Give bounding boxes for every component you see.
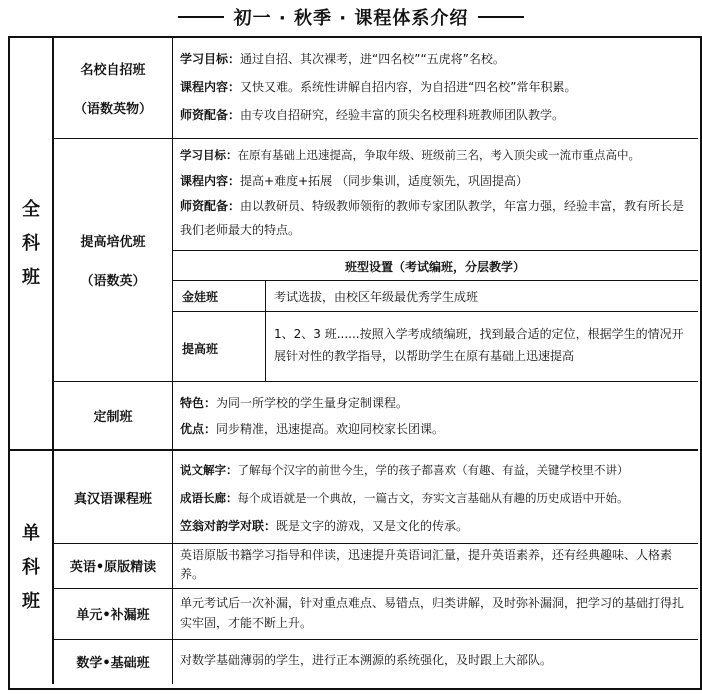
course-description bbox=[180, 456, 694, 540]
desc-text: 同步精准，迅速提高。欢迎同校家长团课。 bbox=[216, 422, 445, 436]
desc-text: 了解每个汉字的前世今生，学的孩子都喜欢（有趣、有益，关键学校里不讲） bbox=[237, 463, 629, 477]
desc-label: 说文解字： bbox=[180, 463, 238, 477]
subtable-divider bbox=[172, 280, 698, 281]
desc-label: 成语长廊： bbox=[180, 491, 238, 505]
desc-label: 特色： bbox=[180, 396, 217, 410]
desc-text: 既是文字的游戏，又是文化的传承。 bbox=[276, 519, 469, 533]
course-description bbox=[180, 45, 694, 129]
page-title bbox=[0, 2, 702, 32]
category-full-char: 全 bbox=[22, 198, 40, 220]
course-name: 英语•原版精读 bbox=[69, 560, 157, 575]
desc-text: 由专攻自招研究，经验丰富的顶尖名校理科班教师团队教学。 bbox=[240, 108, 565, 122]
course-name: 提高培优班 bbox=[80, 234, 146, 250]
title-dash-right bbox=[478, 16, 524, 18]
desc-line bbox=[180, 194, 694, 242]
desc-text: 由以教研员、特级教师领衔的教师专家团队教学，年富力强，经验丰富，教有所长是我们老师最大的特点。 bbox=[180, 199, 685, 237]
desc-label: 学习目标： bbox=[180, 52, 241, 66]
desc-line bbox=[180, 512, 694, 540]
desc-text: 每个成语就是一个典故，一篇古文，夯实文言基础从有趣的历史成语中开始。 bbox=[237, 491, 629, 505]
setup-title: 班型设置（考试编班，分层教学） bbox=[344, 260, 525, 274]
course-description: 对数学基础薄弱的学生，进行正本溯源的系统强化，及时跟上大部队。 bbox=[180, 653, 553, 667]
desc-label: 学习目标： bbox=[180, 148, 238, 162]
category-full-char: 科 bbox=[22, 232, 40, 254]
course-subjects: （语数英） bbox=[80, 273, 146, 289]
category-single-char: 单 bbox=[22, 522, 40, 544]
course-name: 数学•基础班 bbox=[76, 656, 150, 671]
subtable-vdivider bbox=[265, 280, 266, 381]
desc-label: 课程内容： bbox=[180, 80, 241, 94]
subtable-divider bbox=[172, 250, 698, 251]
desc-line bbox=[180, 101, 694, 129]
tier-description: 1、2、3 班......按照入学考成绩编班，找到最合适的定位，根据学生的情况开展针对性的教学指导，以帮助学生在原有基础上迅速提高 bbox=[274, 327, 684, 363]
subtable-divider bbox=[172, 311, 698, 312]
desc-label: 优点： bbox=[180, 422, 217, 436]
desc-label: 课程内容： bbox=[180, 174, 241, 188]
course-name-cell bbox=[54, 138, 172, 381]
course-name: 单元•补漏班 bbox=[76, 608, 150, 623]
tier-name: 金娃班 bbox=[182, 290, 219, 304]
desc-text: 在原有基础上迅速提高，争取年级、班级前三名，考入顶尖或一流市重点高中。 bbox=[237, 148, 640, 162]
course-name-cell bbox=[54, 588, 172, 639]
desc-text: 提高+难度+拓展 （同步集训，适度领先，巩固提高） bbox=[240, 174, 528, 188]
desc-label: 师资配备： bbox=[180, 108, 241, 122]
desc-label: 笠翁对韵学对联： bbox=[180, 519, 277, 533]
category-single bbox=[10, 451, 52, 684]
category-full-char: 班 bbox=[22, 266, 40, 288]
course-name-cell bbox=[54, 38, 172, 138]
course-name-cell bbox=[54, 451, 172, 543]
course-description: 英语原版书籍学习指导和伴读，迅速提升英语词汇量，提升英语素养，还有经典趣味、人格素养。 bbox=[180, 548, 673, 581]
desc-label: 师资配备： bbox=[180, 199, 241, 213]
page-title-text: 初一 · 秋季 · 课程体系介绍 bbox=[233, 8, 469, 29]
desc-line bbox=[180, 73, 694, 101]
course-name-cell bbox=[54, 543, 172, 588]
course-name: 真汉语课程班 bbox=[73, 491, 152, 507]
desc-text: 通过自招、其次裸考，进“四名校”“五虎将”名校。 bbox=[240, 52, 505, 66]
course-name: 定制班 bbox=[93, 409, 133, 425]
course-name: 名校自招班 bbox=[80, 63, 146, 78]
course-table bbox=[8, 36, 702, 690]
desc-line bbox=[180, 168, 694, 194]
desc-line bbox=[180, 142, 694, 168]
category-full bbox=[10, 38, 52, 449]
desc-line bbox=[180, 456, 694, 484]
desc-text: 为同一所学校的学生量身定制课程。 bbox=[216, 396, 409, 410]
desc-line bbox=[180, 390, 694, 416]
desc-text: 又快又难。系统性讲解自招内容，为自招进“四名校”常年积累。 bbox=[240, 80, 577, 94]
title-dash-left bbox=[178, 16, 224, 18]
tier-name: 提高班 bbox=[182, 342, 219, 356]
desc-line bbox=[180, 484, 694, 512]
course-name-cell bbox=[54, 639, 172, 684]
course-subjects: （语数英物） bbox=[73, 102, 152, 117]
desc-line bbox=[180, 416, 694, 442]
tier-description: 考试选拔，由校区年级最优秀学生成班 bbox=[274, 290, 479, 304]
category-single-char: 科 bbox=[22, 556, 40, 578]
course-description bbox=[180, 390, 694, 442]
category-single-char: 班 bbox=[22, 590, 40, 612]
course-description bbox=[180, 142, 694, 242]
desc-line bbox=[180, 45, 694, 73]
course-name-cell bbox=[54, 381, 172, 449]
course-description: 单元考试后一次补漏，针对重点难点、易错点，归类讲解，及时弥补漏洞，把学习的基础打得扎实牢固，才能不断上升。 bbox=[180, 596, 685, 630]
